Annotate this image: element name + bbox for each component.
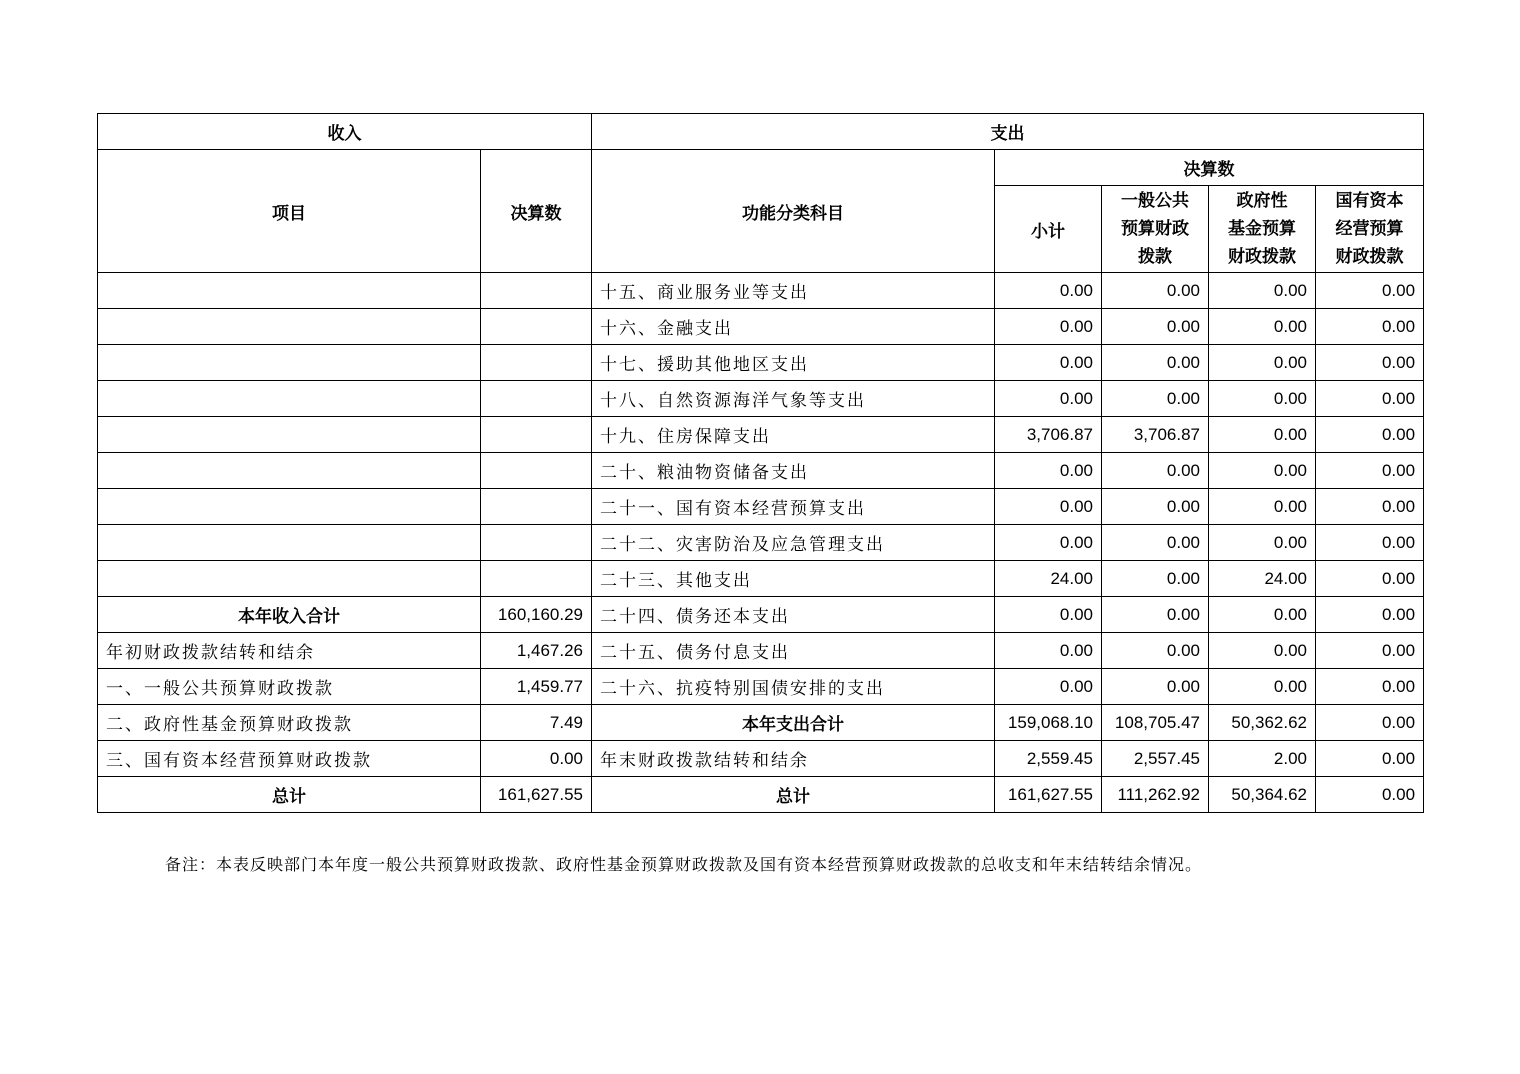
- gov-fund-cell: 50,362.62: [1209, 705, 1316, 741]
- income-amount-cell: [481, 273, 592, 309]
- state-capital-cell: 0.00: [1316, 561, 1424, 597]
- expense-item-cell: 二十、粮油物资储备支出: [592, 453, 995, 489]
- function-category-header: 功能分类科目: [592, 150, 995, 273]
- subtotal-cell: 0.00: [995, 669, 1102, 705]
- subtotal-cell: 0.00: [995, 273, 1102, 309]
- subtotal-cell: 3,706.87: [995, 417, 1102, 453]
- expense-item-cell: 二十二、灾害防治及应急管理支出: [592, 525, 995, 561]
- gov-fund-cell: 24.00: [1209, 561, 1316, 597]
- expense-item-cell: 二十一、国有资本经营预算支出: [592, 489, 995, 525]
- subtotal-cell: 159,068.10: [995, 705, 1102, 741]
- gov-fund-header-line: 基金预算: [1228, 219, 1296, 239]
- expense-item-cell: 十七、援助其他地区支出: [592, 345, 995, 381]
- table-row: [98, 525, 1424, 561]
- income-item-cell: 年初财政拨款结转和结余: [98, 633, 481, 669]
- gov-fund-header-line: 财政拨款: [1228, 247, 1296, 267]
- gov-fund-cell: 50,364.62: [1209, 777, 1316, 813]
- gov-fund-cell: 0.00: [1209, 309, 1316, 345]
- subtotal-cell: 161,627.55: [995, 777, 1102, 813]
- expense-item-cell: 二十五、债务付息支出: [592, 633, 995, 669]
- table-note: 备注：本表反映部门本年度一般公共预算财政拨款、政府性基金预算财政拨款及国有资本经营预算财政拨款的总收支和年末结转结余情况。: [165, 855, 1203, 874]
- subtotal-cell: 0.00: [995, 381, 1102, 417]
- total-row: [98, 777, 1424, 813]
- general-public-cell: 0.00: [1102, 345, 1209, 381]
- income-amount-cell: 1,459.77: [481, 669, 592, 705]
- fiscal-appropriation-table: [97, 113, 1424, 813]
- income-item-cell: [98, 417, 481, 453]
- income-item-cell: [98, 561, 481, 597]
- header-row-1: [98, 114, 1424, 150]
- state-capital-cell: 0.00: [1316, 669, 1424, 705]
- general-public-cell: 0.00: [1102, 273, 1209, 309]
- subtotal-cell: 24.00: [995, 561, 1102, 597]
- gov-fund-header: [1209, 186, 1316, 273]
- state-capital-header-line: 经营预算: [1335, 219, 1404, 239]
- gov-fund-cell: 0.00: [1209, 525, 1316, 561]
- income-item-cell: [98, 525, 481, 561]
- gov-fund-cell: 0.00: [1209, 381, 1316, 417]
- general-public-cell: 3,706.87: [1102, 417, 1209, 453]
- final-amount-group-header: 决算数: [995, 150, 1424, 186]
- table-row: [98, 633, 1424, 669]
- state-capital-cell: 0.00: [1316, 633, 1424, 669]
- general-public-cell: 108,705.47: [1102, 705, 1209, 741]
- income-amount-cell: [481, 309, 592, 345]
- general-public-cell: 0.00: [1102, 453, 1209, 489]
- state-capital-cell: 0.00: [1316, 489, 1424, 525]
- income-amount-cell: 160,160.29: [481, 597, 592, 633]
- income-item-cell: 一、一般公共预算财政拨款: [98, 669, 481, 705]
- expense-item-cell: 二十六、抗疫特别国债安排的支出: [592, 669, 995, 705]
- income-item-cell: 本年收入合计: [98, 597, 481, 633]
- subtotal-cell: 0.00: [995, 633, 1102, 669]
- income-item-cell: 二、政府性基金预算财政拨款: [98, 705, 481, 741]
- income-amount-cell: [481, 525, 592, 561]
- state-capital-cell: 0.00: [1316, 417, 1424, 453]
- general-public-header-line: 预算财政: [1121, 219, 1189, 239]
- gov-fund-cell: 0.00: [1209, 489, 1316, 525]
- gov-fund-cell: 2.00: [1209, 741, 1316, 777]
- general-public-cell: 0.00: [1102, 597, 1209, 633]
- income-item-cell: 三、国有资本经营预算财政拨款: [98, 741, 481, 777]
- income-item-cell: [98, 453, 481, 489]
- income-amount-cell: [481, 561, 592, 597]
- gov-fund-cell: 0.00: [1209, 669, 1316, 705]
- expense-item-cell: 十九、住房保障支出: [592, 417, 995, 453]
- general-public-header-line: 拨款: [1138, 247, 1172, 267]
- expense-total-label: 总计: [592, 777, 995, 813]
- table-row: [98, 309, 1424, 345]
- gov-fund-cell: 0.00: [1209, 453, 1316, 489]
- state-capital-cell: 0.00: [1316, 345, 1424, 381]
- expense-item-cell: 十八、自然资源海洋气象等支出: [592, 381, 995, 417]
- income-item-cell: [98, 489, 481, 525]
- table-row: [98, 561, 1424, 597]
- general-public-cell: 111,262.92: [1102, 777, 1209, 813]
- general-public-cell: 0.00: [1102, 633, 1209, 669]
- general-public-cell: 0.00: [1102, 561, 1209, 597]
- table-row: [98, 273, 1424, 309]
- subtotal-cell: 0.00: [995, 309, 1102, 345]
- subtotal-cell: 0.00: [995, 453, 1102, 489]
- expense-item-cell: 二十四、债务还本支出: [592, 597, 995, 633]
- general-public-cell: 0.00: [1102, 669, 1209, 705]
- table-row: [98, 669, 1424, 705]
- gov-fund-header-line: 政府性: [1236, 191, 1288, 211]
- table-row: [98, 597, 1424, 633]
- table-row: [98, 417, 1424, 453]
- state-capital-cell: 0.00: [1316, 741, 1424, 777]
- income-amount-cell: [481, 345, 592, 381]
- table-row: [98, 345, 1424, 381]
- state-capital-cell: 0.00: [1316, 525, 1424, 561]
- expense-item-cell: 十五、商业服务业等支出: [592, 273, 995, 309]
- state-capital-header-line: 国有资本: [1335, 191, 1404, 211]
- income-amount-cell: [481, 453, 592, 489]
- income-item-cell: [98, 345, 481, 381]
- state-capital-cell: 0.00: [1316, 309, 1424, 345]
- gov-fund-cell: 0.00: [1209, 633, 1316, 669]
- state-capital-cell: 0.00: [1316, 453, 1424, 489]
- header-row-2: [98, 150, 1424, 186]
- item-header: 项目: [98, 150, 481, 273]
- table-row: [98, 741, 1424, 777]
- general-public-cell: 2,557.45: [1102, 741, 1209, 777]
- state-capital-cell: 0.00: [1316, 777, 1424, 813]
- state-capital-cell: 0.00: [1316, 597, 1424, 633]
- income-item-cell: [98, 273, 481, 309]
- income-total-amount: 161,627.55: [481, 777, 592, 813]
- table-row: [98, 453, 1424, 489]
- expense-item-cell: 年末财政拨款结转和结余: [592, 741, 995, 777]
- state-capital-header-line: 财政拨款: [1335, 247, 1404, 267]
- expense-item-cell: 本年支出合计: [592, 705, 995, 741]
- table-row: [98, 705, 1424, 741]
- income-amount-cell: [481, 381, 592, 417]
- subtotal-cell: 0.00: [995, 489, 1102, 525]
- expense-item-cell: 二十三、其他支出: [592, 561, 995, 597]
- gov-fund-cell: 0.00: [1209, 345, 1316, 381]
- income-total-label: 总计: [98, 777, 481, 813]
- expense-item-cell: 十六、金融支出: [592, 309, 995, 345]
- general-public-header-line: 一般公共: [1121, 191, 1189, 211]
- gov-fund-cell: 0.00: [1209, 417, 1316, 453]
- state-capital-cell: 0.00: [1316, 381, 1424, 417]
- state-capital-header: [1316, 186, 1424, 273]
- general-public-cell: 0.00: [1102, 525, 1209, 561]
- expense-header: 支出: [592, 114, 1424, 150]
- subtotal-header: 小计: [995, 186, 1102, 273]
- subtotal-cell: 0.00: [995, 525, 1102, 561]
- general-public-header: [1102, 186, 1209, 273]
- general-public-cell: 0.00: [1102, 489, 1209, 525]
- table-row: [98, 489, 1424, 525]
- final-amount-header: 决算数: [481, 150, 592, 273]
- income-header: 收入: [98, 114, 592, 150]
- income-amount-cell: [481, 417, 592, 453]
- income-item-cell: [98, 309, 481, 345]
- gov-fund-cell: 0.00: [1209, 597, 1316, 633]
- subtotal-cell: 0.00: [995, 597, 1102, 633]
- state-capital-cell: 0.00: [1316, 705, 1424, 741]
- income-amount-cell: 0.00: [481, 741, 592, 777]
- state-capital-cell: 0.00: [1316, 273, 1424, 309]
- gov-fund-cell: 0.00: [1209, 273, 1316, 309]
- general-public-cell: 0.00: [1102, 309, 1209, 345]
- table-row: [98, 381, 1424, 417]
- income-amount-cell: 7.49: [481, 705, 592, 741]
- general-public-cell: 0.00: [1102, 381, 1209, 417]
- income-amount-cell: [481, 489, 592, 525]
- subtotal-cell: 2,559.45: [995, 741, 1102, 777]
- subtotal-cell: 0.00: [995, 345, 1102, 381]
- income-item-cell: [98, 381, 481, 417]
- income-amount-cell: 1,467.26: [481, 633, 592, 669]
